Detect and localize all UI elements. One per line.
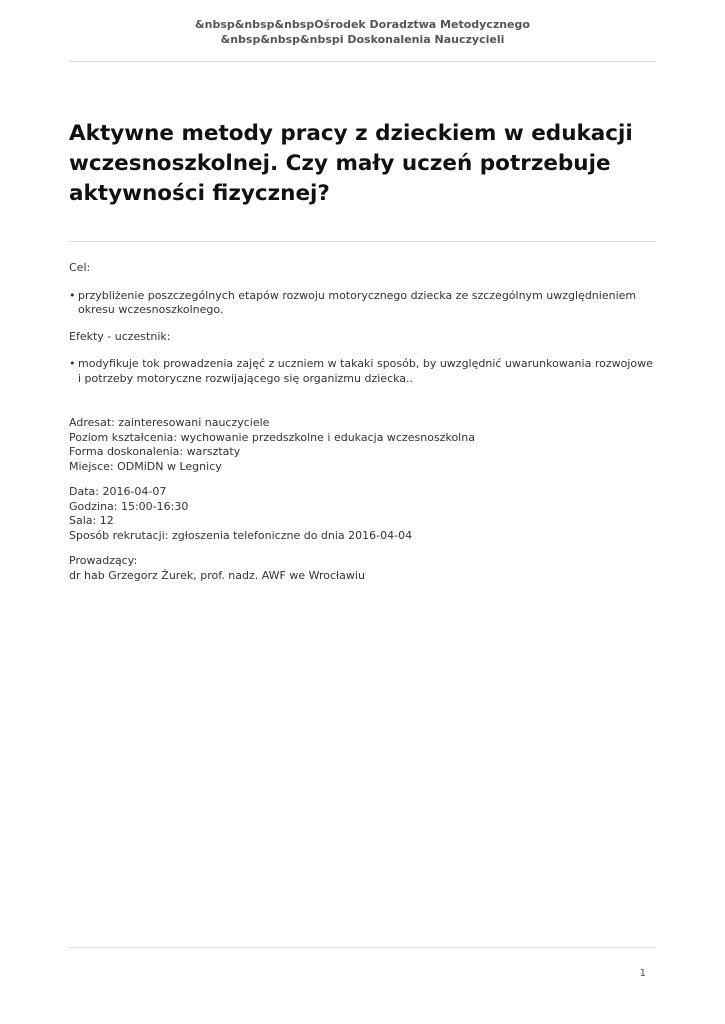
- header-divider: [69, 61, 656, 62]
- data-text: Data: 2016-04-07: [69, 485, 167, 498]
- document-header: [0, 17, 725, 47]
- efekty-label: Efekty - uczestnik:: [69, 329, 171, 343]
- schedule-info-block: [69, 485, 656, 543]
- miejsce-text: Miejsce: ODMiDN w Legnicy: [69, 459, 222, 473]
- poziom-text: Poziom kształcenia: wychowanie przedszkolne i edukacja wczesnoszkolna: [69, 430, 475, 444]
- page-number: 1: [639, 968, 646, 979]
- forma-text: Forma doskonalenia: warsztaty: [69, 445, 241, 458]
- course-info-block: [69, 416, 656, 474]
- prowadzacy-name: dr hab Grzegorz Żurek, prof. nadz. AWF we Wrocławiu: [69, 568, 365, 582]
- godzina-text: Godzina: 15:00-16:30: [69, 499, 189, 513]
- list-item: • modyfikuje tok prowadzenia zajęć z uczniem w takaki sposób, by uwzględnić uwarunkowania rozwojowe i potrzeby motoryczne rozwijającego się organizmu dziecka..: [69, 357, 656, 386]
- document-body: [69, 261, 656, 583]
- adresat-text: Adresat: zainteresowani nauczyciele: [69, 416, 270, 429]
- title-divider: [69, 241, 656, 242]
- header-line-2: &nbsp&nbsp&nbspi Doskonalenia Nauczycieli: [220, 33, 505, 46]
- instructor-block: [69, 554, 656, 583]
- prowadzacy-label: Prowadzący:: [69, 554, 138, 567]
- efekty-list: [69, 357, 656, 386]
- cel-label: Cel:: [69, 261, 91, 274]
- page-title: Aktywne metody pracy z dzieckiem w edukacji wczesnoszkolnej. Czy mały uczeń potrzebuje aktywności fizycznej?: [69, 121, 633, 206]
- footer-divider: [69, 947, 656, 948]
- sala-text: Sala: 12: [69, 514, 114, 527]
- rekrutacja-text: Sposób rekrutacji: zgłoszenia telefoniczne do dnia 2016-04-04: [69, 528, 413, 542]
- header-line-1: &nbsp&nbsp&nbspOśrodek Doradztwa Metodycznego: [195, 18, 530, 31]
- cel-list: [69, 289, 656, 318]
- list-item: • przybliżenie poszczególnych etapów rozwoju motorycznego dziecka ze szczególnym uwzględnieniem okresu wczesnoszkolnego.: [69, 289, 656, 318]
